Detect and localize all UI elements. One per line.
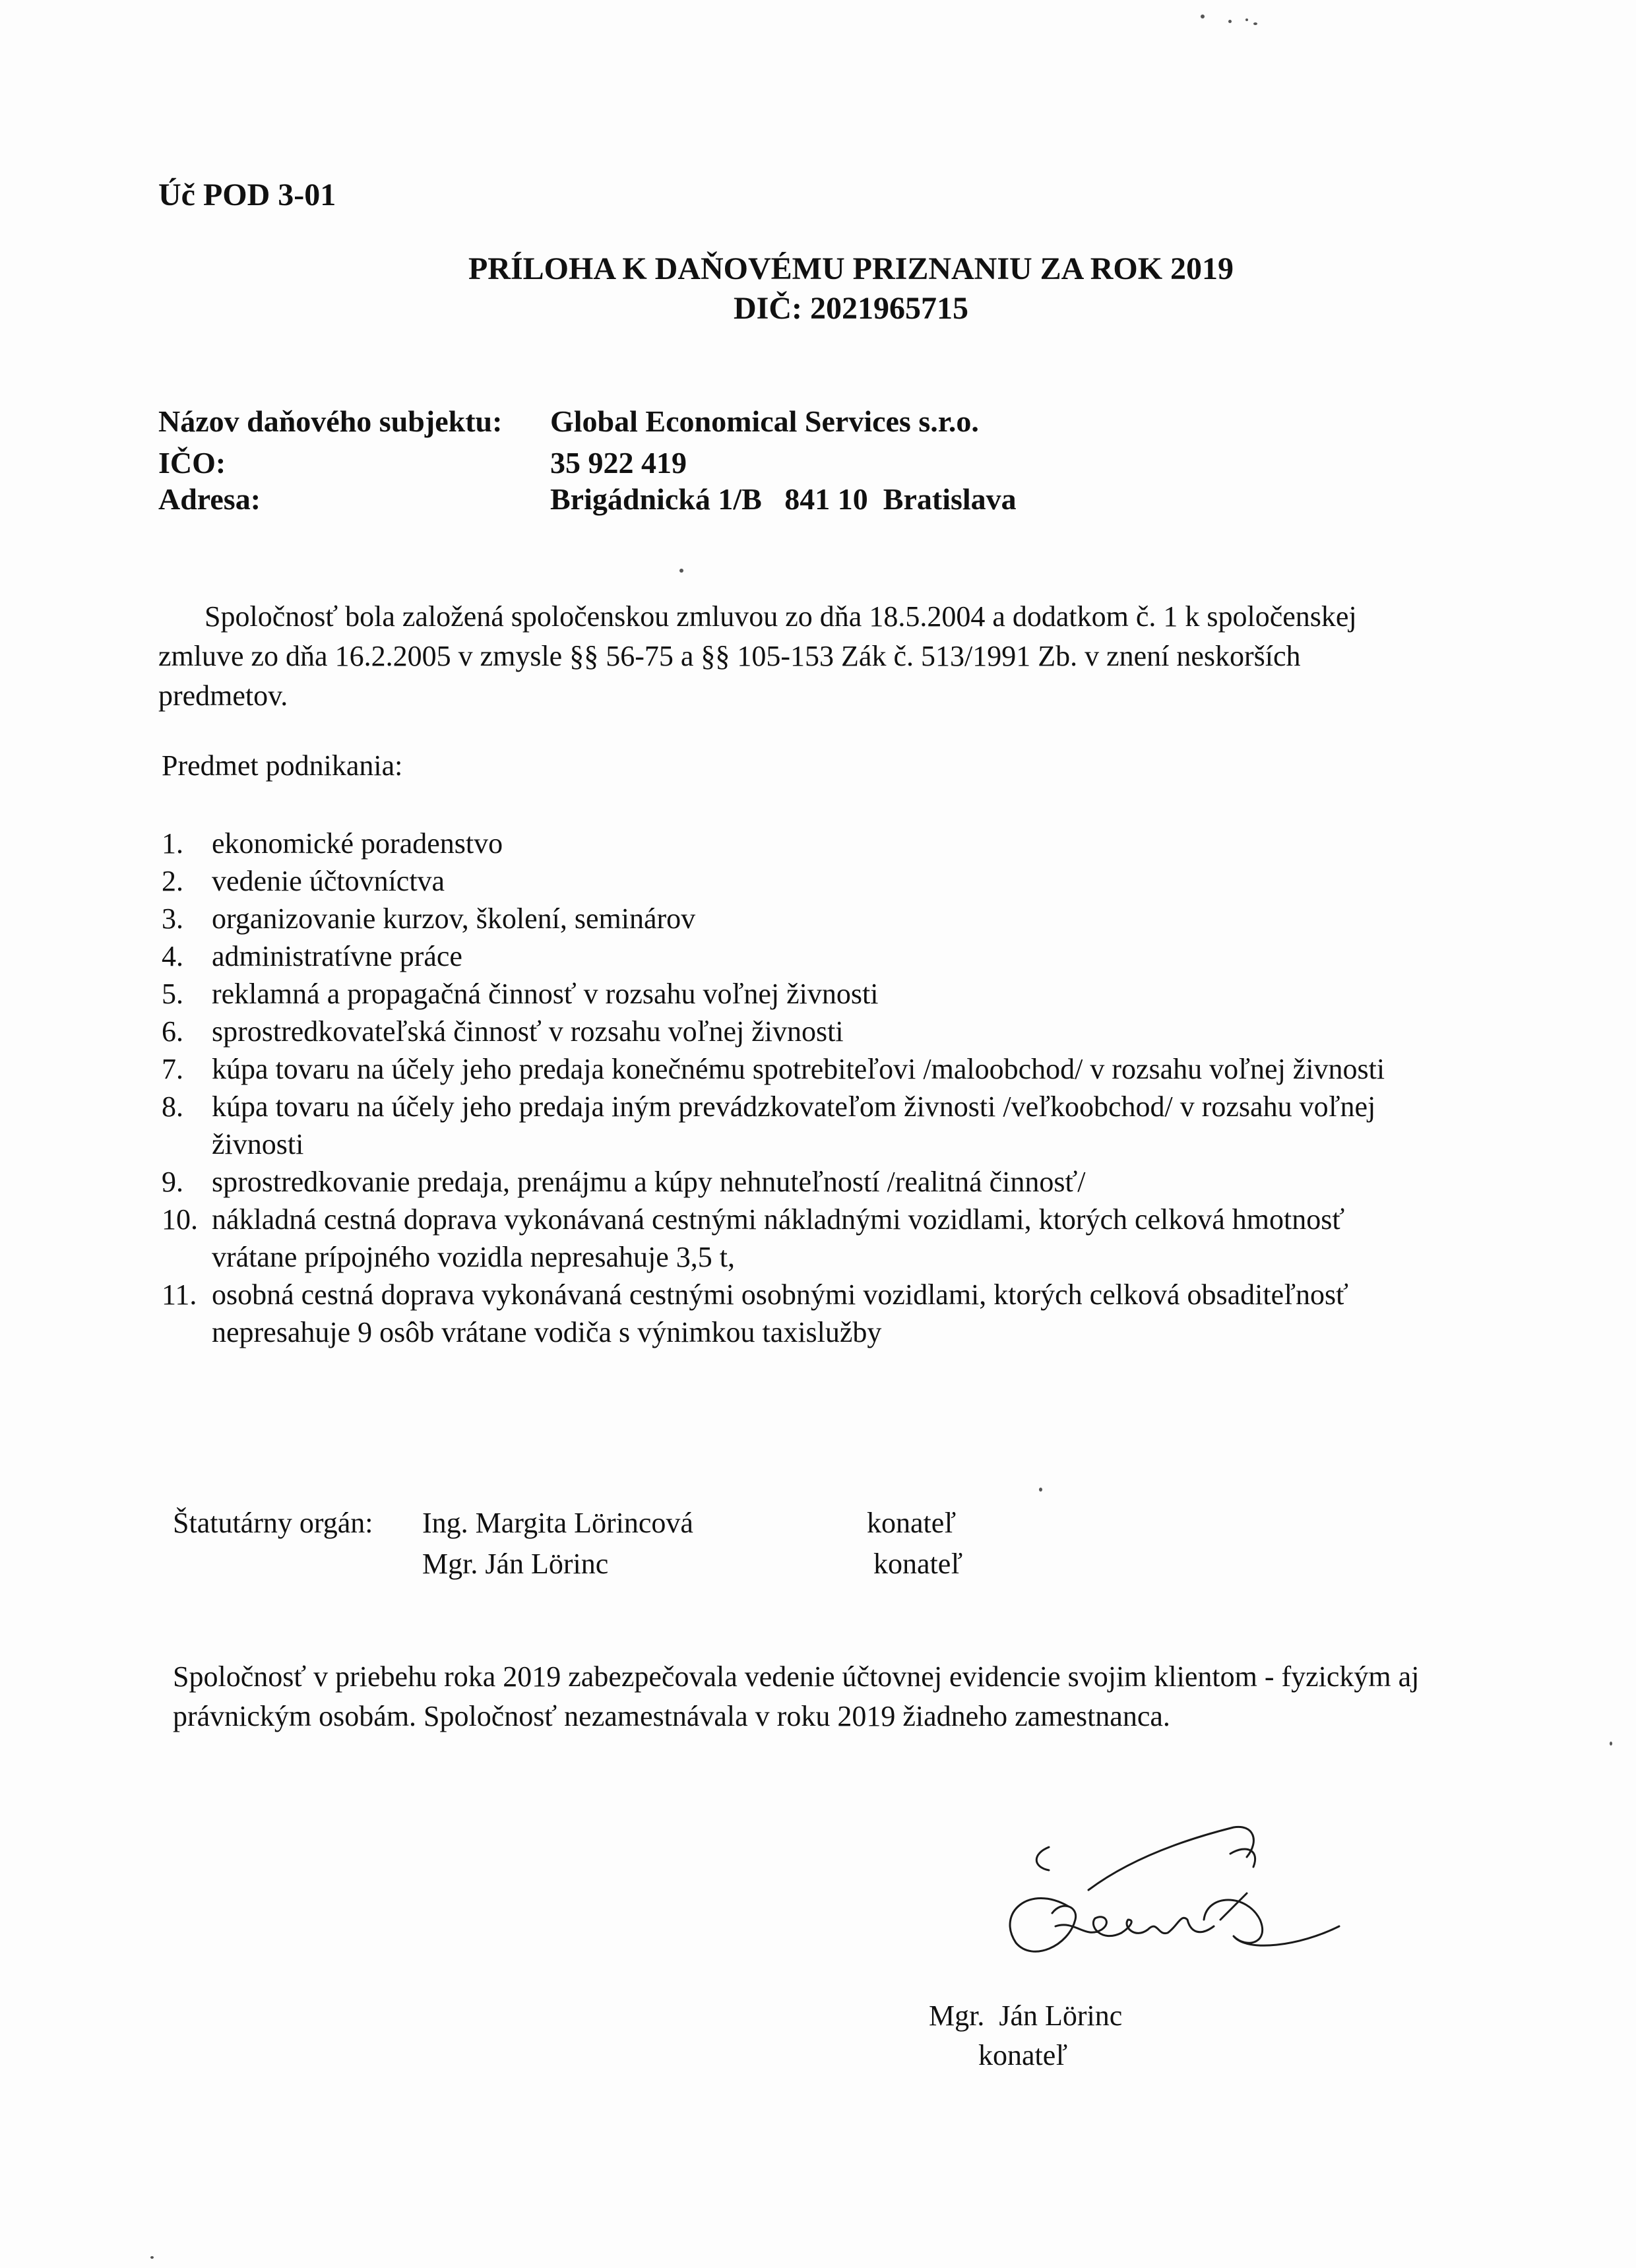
document-title: PRÍLOHA K DAŇOVÉMU PRIZNANIU ZA ROK 2019: [468, 251, 1234, 286]
list-item-number: 3.: [162, 902, 183, 935]
list-item-number: 7.: [162, 1053, 183, 1085]
scan-speck: [150, 2256, 154, 2259]
statutory-person-2-role: konateľ: [873, 1548, 963, 1580]
scan-speck: [1228, 20, 1232, 23]
statutory-person-2-name: Mgr. Ján Lörinc: [422, 1548, 609, 1580]
scan-speck: [1253, 22, 1257, 25]
list-item: [162, 1088, 1415, 1163]
list-item-text: organizovanie kurzov, školení, seminárov: [212, 902, 696, 935]
list-item-text: vedenie účtovníctva: [212, 865, 445, 897]
list-item-number: 6.: [162, 1015, 183, 1048]
list-item-number: 2.: [162, 865, 183, 897]
scan-speck: [1245, 18, 1248, 21]
ico-label: IČO:: [158, 446, 226, 480]
list-item-text: sprostredkovanie predaja, prenájmu a kúpy nehnuteľností /realitná činnosť/: [212, 1166, 1086, 1198]
statutory-person-1-role: konateľ: [867, 1507, 957, 1539]
list-item: [162, 900, 1415, 937]
list-item: [162, 862, 1415, 900]
statutory-label: Štatutárny orgán:: [173, 1507, 373, 1539]
list-item-text: ekonomické poradenstvo: [212, 827, 503, 860]
list-item-number: 11.: [162, 1278, 197, 1311]
address-label: Adresa:: [158, 482, 261, 516]
list-item-text: sprostredkovateľská činnosť v rozsahu voľnej živnosti: [212, 1015, 844, 1048]
list-item: [162, 1163, 1415, 1201]
list-item-number: 8.: [162, 1090, 183, 1123]
statutory-person-1-name: Ing. Margita Lörincová: [422, 1507, 693, 1539]
closing-paragraph: Spoločnosť v priebehu roka 2019 zabezpečovala vedenie účtovnej evidencie svojim klientom - fyzickým aj právnickým osobám. Spoločnosť nezamestnávala v roku 2019 žiadneho zamestnanca.: [173, 1660, 1420, 1732]
intro-paragraph: [158, 597, 1385, 716]
scan-speck: [1610, 1742, 1612, 1746]
scan-speck: [1201, 15, 1205, 18]
handwritten-signature: [970, 1821, 1366, 1986]
list-item-number: 4.: [162, 940, 183, 972]
list-item-text: kúpa tovaru na účely jeho predaja iným prevádzkovateľom živnosti /veľkoobchod/ v rozsahu voľnej živnosti: [212, 1090, 1376, 1160]
list-item-text: kúpa tovaru na účely jeho predaja konečnému spotrebiteľovi /maloobchod/ v rozsahu voľnej živnosti: [212, 1053, 1385, 1085]
list-item: [162, 1201, 1415, 1276]
scan-speck: [1039, 1488, 1042, 1492]
scan-speck: [679, 569, 683, 573]
list-item: [162, 1276, 1415, 1351]
list-item-number: 10.: [162, 1203, 198, 1236]
list-item: [162, 1050, 1415, 1088]
subjects-list: [162, 825, 1415, 1351]
company-name-label: Názov daňového subjektu:: [158, 404, 503, 438]
list-item-text: reklamná a propagačná činnosť v rozsahu voľnej živnosti: [212, 978, 879, 1010]
document-code: Úč POD 3-01: [158, 177, 336, 212]
list-item-number: 9.: [162, 1166, 183, 1198]
address-value: Brigádnická 1/B 841 10 Bratislava: [550, 482, 1017, 516]
list-item: [162, 975, 1415, 1013]
signatory-name: Mgr. Ján Lörinc: [929, 2000, 1123, 2032]
signatory-role: konateľ: [978, 2039, 1068, 2071]
subjects-title: Predmet podnikania:: [162, 749, 403, 782]
list-item-text: osobná cestná doprava vykonávaná cestnými osobnými vozidlami, ktorých celková obsaditeľnosť nepresahuje 9 osôb vrátane vodiča s výnimkou taxislužby: [212, 1278, 1348, 1348]
list-item-number: 5.: [162, 978, 183, 1010]
company-name-value: Global Economical Services s.r.o.: [550, 404, 979, 438]
list-item: [162, 1013, 1415, 1050]
intro-text: Spoločnosť bola založená spoločenskou zmluvou zo dňa 18.5.2004 a dodatkom č. 1 k spoločenskej zmluve zo dňa 16.2.2005 v zmysle §§ 56-75 a §§ 105-153 Zák č. 513/1991 Zb. v znení neskorších predmetov.: [158, 600, 1357, 712]
list-item: [162, 937, 1415, 975]
list-item-text: nákladná cestná doprava vykonávaná cestnými nákladnými vozidlami, ktorých celková hmotnosť vrátane prípojného vozidla nepresahuje 3,5 t,: [212, 1203, 1345, 1273]
list-item-text: administratívne práce: [212, 940, 462, 972]
ico-value: 35 922 419: [550, 446, 687, 480]
tax-id: DIČ: 2021965715: [734, 291, 968, 326]
list-item: [162, 825, 1415, 862]
list-item-number: 1.: [162, 827, 183, 860]
